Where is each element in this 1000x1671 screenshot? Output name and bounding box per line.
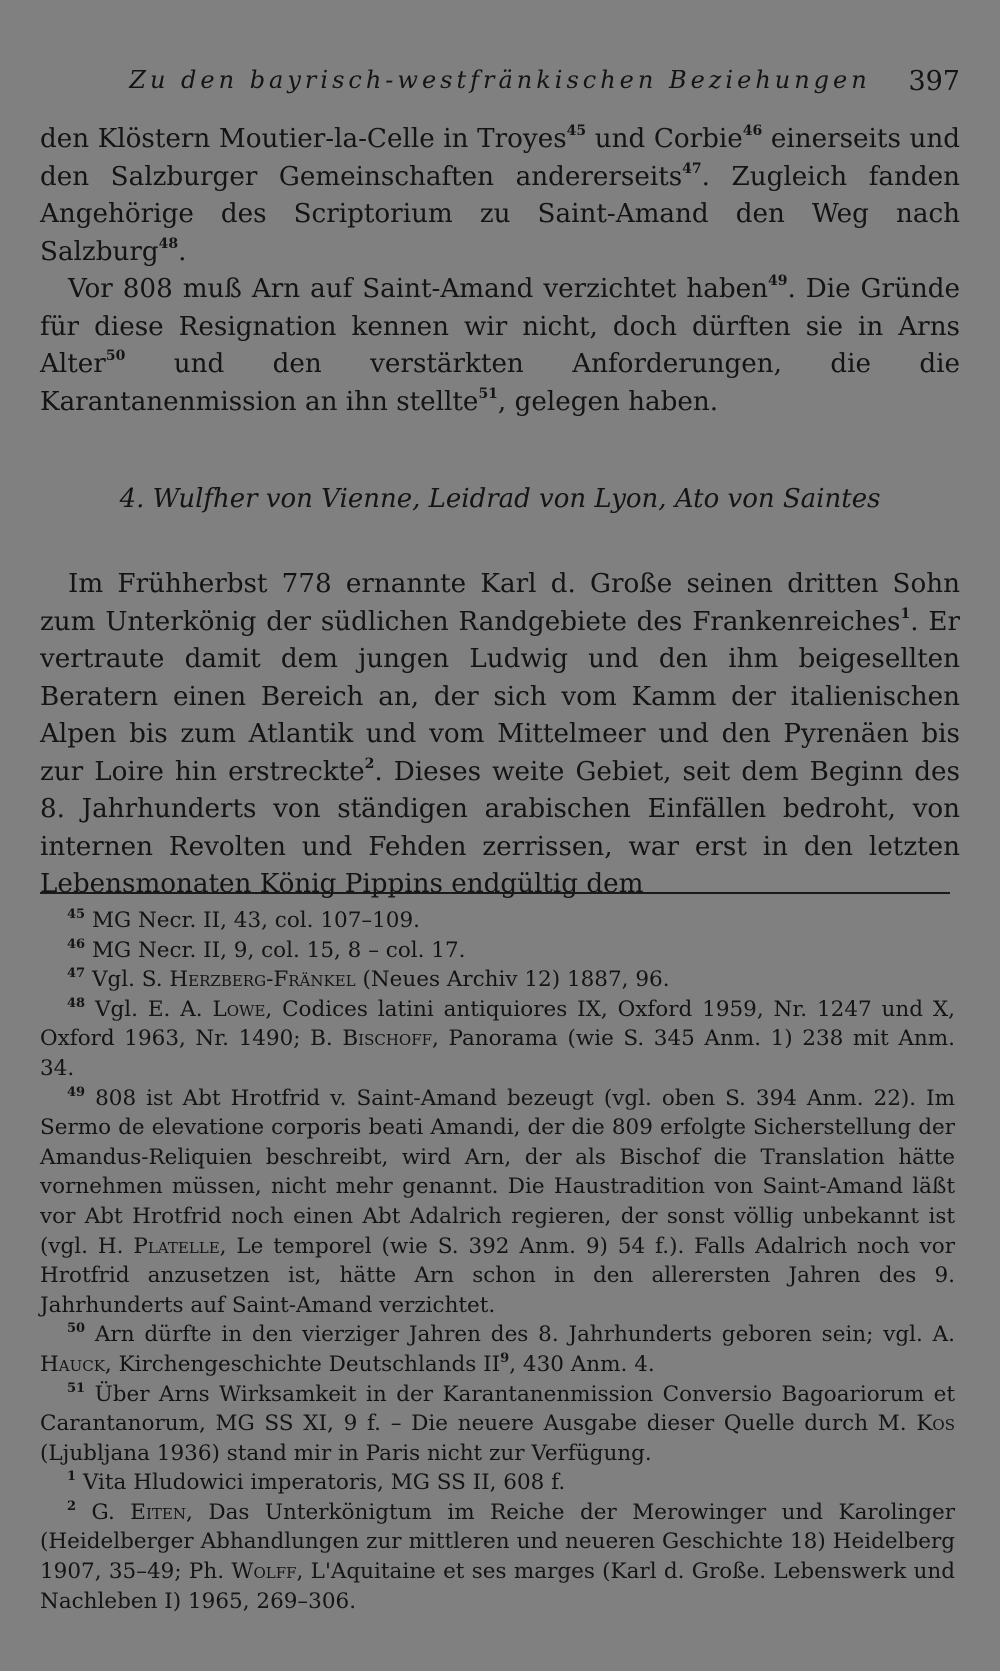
author-name: Eiten <box>130 1499 186 1525</box>
footnote <box>40 1380 955 1469</box>
footnote-text: Vgl. E. A. <box>94 996 213 1022</box>
text: Vor 808 muß Arn auf Saint-Amand verzichtet haben <box>68 274 768 304</box>
footnote-ref: 49 <box>767 273 788 289</box>
running-title: Zu den bayrisch-westfränkischen Beziehungen <box>129 66 871 94</box>
footnote-text: , Das Unterkönigtum im Reiche der Merowinger und Karolinger (Heidelberger Abhandlungen zur mittleren und neueren Geschichte 18) Heidelberg 1907, 35–49; Ph. <box>40 1499 955 1585</box>
footnote-text: Vgl. S. <box>91 967 170 993</box>
footnote-text: Vita Hludowici imperatoris, MG SS II, 608 f. <box>82 1470 566 1496</box>
footnote-ref: 51 <box>478 385 498 402</box>
page-number: 397 <box>908 66 960 97</box>
footnote-ref: 2 <box>364 755 375 772</box>
body-text-top <box>40 121 960 421</box>
paragraph <box>40 566 960 904</box>
footnote-text: , 430 Anm. 4. <box>509 1351 655 1377</box>
text: . <box>178 236 187 267</box>
author-name: Lowe <box>212 996 266 1022</box>
footnote-text: MG Necr. II, 9, col. 15, 8 – col. 17. <box>91 937 466 963</box>
page-header <box>40 66 960 106</box>
footnote-text: , Panorama (wie S. 345 Anm. 1) 238 mit Anm. 34. <box>40 1026 955 1081</box>
footnote-text: , L'Aquitaine et ses marges (Karl d. Große. Lebenswerk und Nachleben I) 1965, 269–306. <box>40 1559 955 1614</box>
text: . Er vertraute damit dem jungen Ludwig und den ihm beigesellten Beratern einen Bereich an, der sich vom Kamm der italienischen Alpen bis zum Atlantik und vom Mittelmeer und den Pyrenäen bis zur Loire hin erstreckte <box>40 606 960 787</box>
footnote <box>40 906 955 936</box>
text: . Die Gründe für diese Resignation kennen wir nicht, doch dürften sie in Arns Alter <box>40 274 960 379</box>
footnote-text: (Ljubljana 1936) stand mir in Paris nicht zur Verfügung. <box>40 1440 652 1466</box>
footnote-ref: 50 <box>105 348 126 364</box>
footnote <box>40 1084 955 1321</box>
footnote-text: 808 ist Abt Hrotfrid v. Saint-Amand bezeugt (vgl. oben S. 394 Anm. 22). Im Sermo de elevatione corporis beati Amandi, der die 809 erfolgte Sicherstellung der Amandus-Reliquien beschreibt, wird Arn, der als Bischof die Translation hätte vornehmen müssen, nicht mehr genannt. Die Haustradition von Saint-Amand läßt vor Abt Hrotfrid noch einen Abt Adalrich regieren, der sonst völlig unbekannt ist (vgl. H. <box>40 1085 955 1259</box>
footnotes <box>40 906 955 1616</box>
footnote-ref: 45 <box>566 123 587 139</box>
footnote-text: Über Arns Wirksamkeit in der Karantanenmission Conversio Bagoariorum et Carantanorum, MG SS XI, 9 f. – Die neuere Ausgabe dieser Quelle durch M. <box>40 1381 955 1437</box>
author-name: Kos <box>916 1411 955 1437</box>
footnote-number: 51 <box>67 1380 86 1396</box>
author-name: Wolff <box>231 1559 297 1585</box>
paragraph <box>40 271 960 421</box>
footnote-text: , Le temporel (wie S. 392 Anm. 9) 54 f.). Falls Adalrich noch vor Hrotfrid anzusetzen ist, hätte Arn schon in den allerersten Jahren des 9. Jahrhunderts auf Saint-Amand verzichtet. <box>40 1233 955 1318</box>
text: den Klöstern Moutier-la-Celle in Troyes <box>40 124 567 154</box>
author-name: Bischoff <box>342 1026 433 1052</box>
paragraph-continuation <box>40 121 960 271</box>
footnote-number: 2 <box>67 1498 77 1514</box>
footnote-number: 50 <box>67 1321 86 1337</box>
text: und Corbie <box>586 124 743 154</box>
footnote-number: 46 <box>67 936 86 952</box>
author-name: Hauck <box>40 1351 105 1377</box>
footnote-ref: 46 <box>742 123 763 139</box>
text: . Zugleich fanden Angehörige des Scriptorium zu Saint-Amand den Weg nach Salzburg <box>40 161 960 267</box>
footnote <box>40 1468 955 1498</box>
footnote <box>40 995 955 1084</box>
footnote-text: , Kirchengeschichte Deutschlands II <box>104 1351 501 1377</box>
footnote-text: , Codices latini antiquiores IX, Oxford 1959, Nr. 1247 und X, Oxford 1963, Nr. 1490; B. <box>40 996 956 1052</box>
footnote-text: G. <box>91 1499 131 1525</box>
footnote-divider <box>40 892 950 894</box>
footnote-number: 45 <box>67 907 86 922</box>
footnote <box>40 1320 955 1379</box>
footnote-text: MG Necr. II, 43, col. 107–109. <box>91 908 420 933</box>
footnote-number: 47 <box>67 966 86 982</box>
edition-superscript: 9 <box>500 1350 510 1366</box>
footnote <box>40 1498 955 1616</box>
footnote-text: Arn dürfte in den vierziger Jahren des 8. Jahrhunderts geboren sein; vgl. A. <box>94 1322 955 1348</box>
text: Im Frühherbst 778 ernannte Karl d. Große seinen dritten Sohn zum Unterkönig der südlichen Randgebiete des Frankenreiches <box>40 569 960 637</box>
footnote-number: 48 <box>67 995 86 1011</box>
author-name: Platelle <box>133 1233 220 1259</box>
footnote <box>40 965 955 995</box>
footnote-ref: 1 <box>900 605 911 622</box>
text: und den verstärkten Anforderungen, die die Karantanenmission an ihn stellte <box>40 349 960 417</box>
footnote-ref: 47 <box>682 160 702 177</box>
body-text-section <box>40 566 960 904</box>
text: , gelegen haben. <box>497 386 719 417</box>
footnote-number: 1 <box>67 1469 77 1485</box>
footnote-text: (Neues Archiv 12) 1887, 96. <box>355 967 670 993</box>
footnote-number: 49 <box>67 1084 86 1100</box>
text: . Dieses weite Gebiet, seit dem Beginn des 8. Jahrhunderts von ständigen arabischen Einfällen bedroht, von internen Revolten und Fehden zerrissen, war erst in den letzten Lebensmonaten König Pippins endgültig dem <box>40 756 960 899</box>
footnote-ref: 48 <box>158 235 179 252</box>
footnote <box>40 936 955 966</box>
text: einerseits und den Salzburger Gemeinschaften andererseits <box>40 124 960 192</box>
author-name: Herzberg-Fränkel <box>169 967 356 993</box>
section-heading: 4. Wulfher von Vienne, Leidrad von Lyon, Ato von Saintes <box>119 484 881 514</box>
